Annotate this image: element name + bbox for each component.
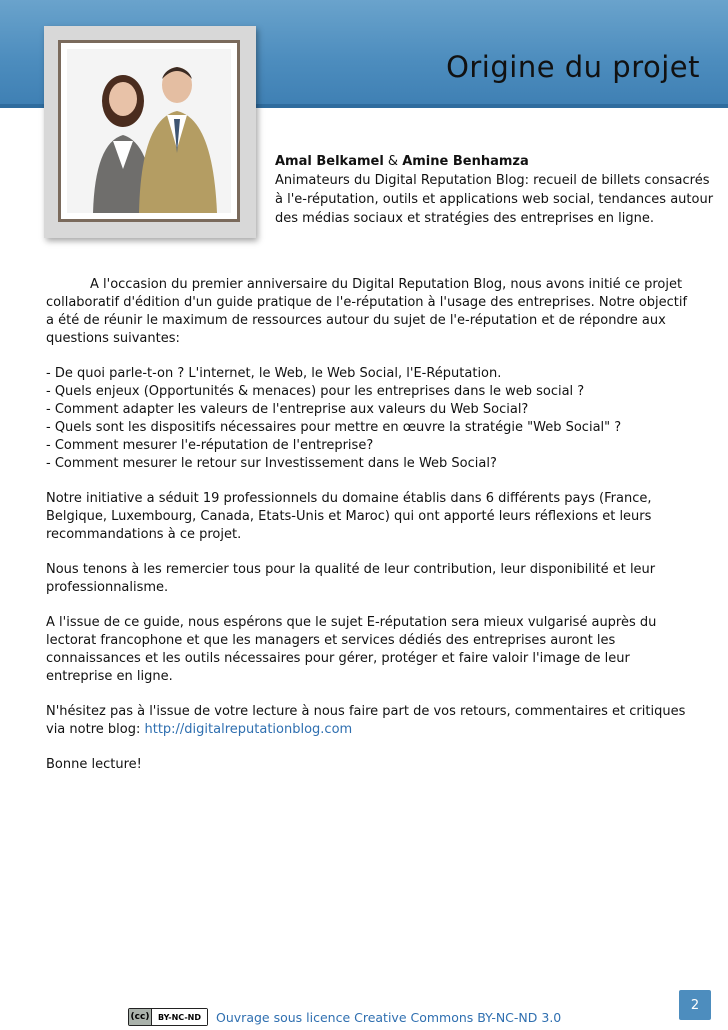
author-photo: [58, 40, 240, 222]
intro-paragraph: A l'occasion du premier anniversaire du Digital Reputation Blog, nous avons initié ce projet collaboratif d'édition d'un guide pratique de l'e-réputation à l'usage des entreprises. Notre objectif a été de réunir le maximum de ressources autour du sujet de l'e-réputation et de répondre aux questions suivantes:: [46, 277, 688, 346]
closing-line: Bonne lecture!: [46, 757, 142, 772]
footer: [128, 1007, 561, 1027]
author-separator: &: [387, 154, 399, 169]
authors-description: Animateurs du Digital Reputation Blog: recueil de billets consacrés à l'e-réputation, outils et applications web social, tendances autour des médias sociaux et stratégies des entreprises en ligne.: [275, 173, 714, 226]
authors-names: [275, 152, 715, 171]
cc-symbol: (cc): [129, 1009, 151, 1025]
question-item: - De quoi parle-t-on ? L'internet, le Web, le Web Social, l'E-Réputation.: [46, 366, 502, 381]
initiative-paragraph: Notre initiative a séduit 19 professionnels du domaine établis dans 6 différents pays (France, Belgique, Luxembourg, Canada, Etats-Unis et Maroc) qui ont apporté leurs réflexions et leurs recommandations à ce projet.: [46, 491, 652, 542]
author-name-2: Amine Benhamza: [402, 154, 529, 169]
blog-link[interactable]: http://digitalreputationblog.com: [144, 722, 353, 737]
authors-photo-image: [67, 49, 231, 213]
license-text: Ouvrage sous licence Creative Commons BY-NC-ND 3.0: [216, 1009, 562, 1025]
feedback-paragraph: [46, 703, 696, 739]
thanks-paragraph: Nous tenons à les remercier tous pour la qualité de leur contribution, leur disponibilité et leur professionnalisme.: [46, 562, 656, 595]
question-item: - Quels enjeux (Opportunités & menaces) pour les entreprises dans le web social ?: [46, 384, 585, 399]
creative-commons-badge-icon[interactable]: [128, 1008, 208, 1026]
cc-license-code: BY-NC-ND: [151, 1009, 207, 1025]
feedback-text: N'hésitez pas à l'issue de votre lecture à nous faire part de vos retours, commentaires et critiques via notre blog:: [46, 704, 686, 737]
question-item: - Comment mesurer le retour sur Investissement dans le Web Social?: [46, 456, 497, 471]
questions-list: [46, 365, 696, 473]
body-text: [46, 276, 696, 791]
author-name-1: Amal Belkamel: [275, 154, 384, 169]
author-photo-frame: [44, 26, 256, 238]
page-number: 2: [679, 990, 711, 1020]
question-item: - Comment adapter les valeurs de l'entreprise aux valeurs du Web Social?: [46, 402, 529, 417]
question-item: - Quels sont les dispositifs nécessaires pour mettre en œuvre la stratégie "Web Social" ?: [46, 420, 622, 435]
page-title: Origine du projet: [446, 50, 700, 84]
authors-block: [275, 152, 715, 228]
question-item: - Comment mesurer l'e-réputation de l'entreprise?: [46, 438, 374, 453]
hope-paragraph: A l'issue de ce guide, nous espérons que le sujet E-réputation sera mieux vulgarisé auprès du lectorat francophone et que les managers et services dédiés des entreprises auront les connaissances et les outils nécessaires pour gérer, protéger et faire valoir l'image de leur entreprise en ligne.: [46, 615, 657, 684]
